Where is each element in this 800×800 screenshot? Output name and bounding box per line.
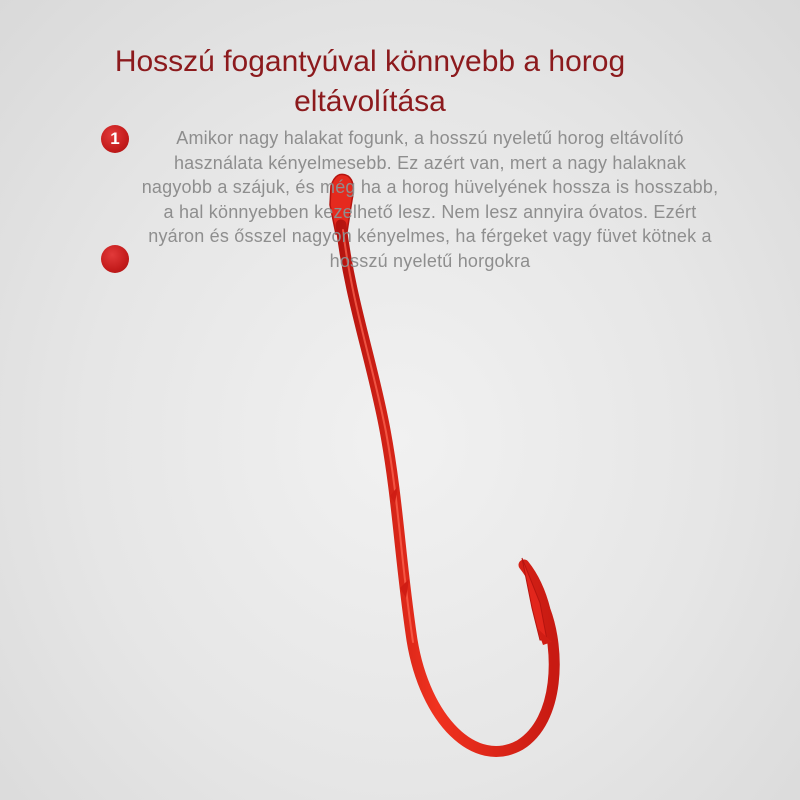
description-line: a hal könnyebben kezelhető lesz. Nem lesz annyira óvatos. Ezért (163, 201, 697, 222)
description-line: Amikor nagy halakat fogunk, a hosszú nyeletű horog eltávolító (176, 128, 684, 148)
description-text (92, 126, 768, 273)
bullet-1-badge: 1 (101, 125, 129, 153)
description-line: használata kényelmesebb. Ez azért van, mert a nagy halaknak (173, 152, 687, 173)
description-line: hosszú nyeletű horgokra (329, 250, 531, 271)
hook-shank (341, 225, 554, 751)
description-line: nagyobb a szájuk, és még ha a horog hüvelyének hossza is hosszabb, (141, 177, 719, 197)
description-line: nyáron és ősszel nagyon kényelmes, ha férgeket vagy füvet kötnek a (148, 226, 712, 246)
headline-line-2: eltávolítása (294, 85, 446, 118)
headline-line-1: Hosszú fogantyúval könnyebb a horog (114, 45, 626, 78)
